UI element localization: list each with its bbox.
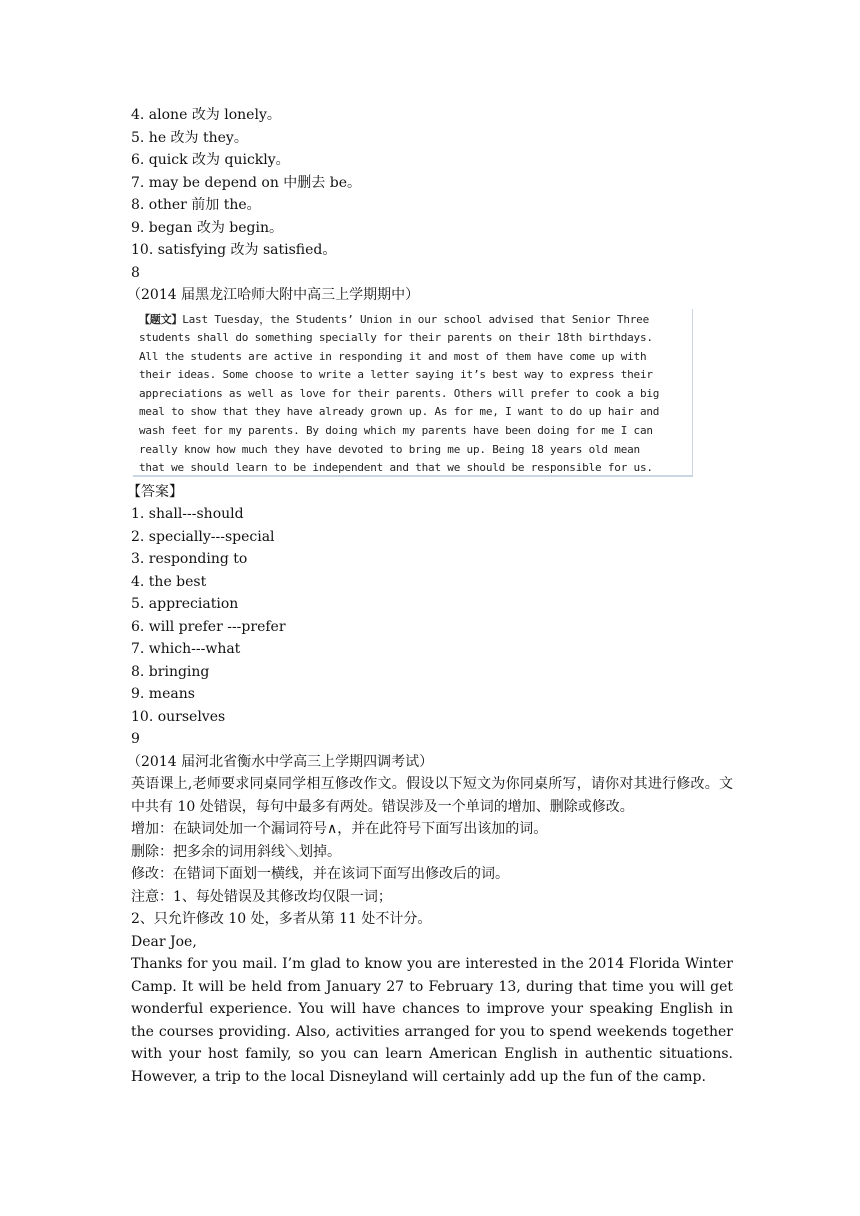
document-content <box>127 104 733 1088</box>
question-number: 9 <box>131 731 140 747</box>
figure-line: All the students are active in responding it and most of them have come up with <box>139 349 647 363</box>
figure-line: really know how much they have devoted to bring me up. Being 18 years old mean <box>139 442 640 456</box>
previous-answers <box>131 104 733 262</box>
rule-line: 删除：把多余的词用斜线＼划掉。 <box>131 843 341 860</box>
figure-line: that we should learn to be independent and that we should be responsible for us. <box>139 461 653 475</box>
figure-line: their ideas. Some choose to write a letter saying it’s best way to express their <box>139 368 653 382</box>
letter-body: Thanks for you mail. I’m glad to know you are interested in the 2014 Florida Winter Camp. It will be held from January 27 to February 13, during that time you will get wonderful experience. You will have chances to improve your speaking English in the courses providing. Also, activities arranged for you to spend weekends together with your host family, so you can learn American English in authentic situations. However, a trip to the local Disneyland will certainly add up the fun of the camp. <box>131 956 733 1085</box>
answer-item: 5. appreciation <box>131 596 239 612</box>
figure-line: wash feet for my parents. By doing which my parents have been doing for me I can <box>139 424 653 438</box>
answer-line: 5. he 改为 they。 <box>131 129 248 146</box>
answer-item: 10. ourselves <box>131 708 226 725</box>
answer-line: 7. may be depend on 中删去 be。 <box>131 174 362 191</box>
figure-first-line: Last Tuesday，the Students’ Union in our school advised that Senior Three <box>182 312 650 326</box>
answer-item: 2. specially---special <box>131 528 275 545</box>
rule-line: 注意：1、每处错误及其修改均仅限一词； <box>131 888 392 905</box>
answer-item: 1. shall---should <box>131 506 244 522</box>
answer-line: 10. satisfying 改为 satisfied。 <box>131 242 337 258</box>
answer-line: 4. alone 改为 lonely。 <box>131 107 281 123</box>
answer-item: 3. responding to <box>131 551 248 567</box>
answer-item: 8. bringing <box>131 663 210 680</box>
figure-line <box>139 311 692 330</box>
answer-item: 4. the best <box>131 573 207 590</box>
answer-item: 6. will prefer ---prefer <box>131 618 286 635</box>
rule-line: 修改：在错词下面划一横线，并在该词下面写出修改后的词。 <box>131 866 509 882</box>
rule-line: 增加：在缺词处加一个漏词符号∧，并在此符号下面写出该加的词。 <box>131 821 548 837</box>
answer-item: 7. which---what <box>131 641 241 657</box>
instruction-paragraph: 英语课上,老师要求同桌同学相互修改作文。假设以下短文为你同桌所写，请你对其进行修改。文中共有 10 处错误，每句中最多有两处。错误涉及一个单词的增加、删除或修改。 <box>131 776 733 815</box>
question-text-image <box>133 309 693 477</box>
answer-list <box>131 503 733 728</box>
letter-greeting: Dear Joe, <box>131 933 197 950</box>
figure-line: appreciations as well as love for their parents. Others will prefer to cook a big <box>139 386 660 400</box>
answer-line: 8. other 前加 the。 <box>131 197 261 213</box>
answer-item: 9. means <box>131 686 195 702</box>
figure-line: students shall do something specially for their parents on their 18th birthdays. <box>139 331 653 345</box>
answer-line: 6. quick 改为 quickly。 <box>131 152 290 168</box>
question-source: （2014 届黑龙江哈师大附中高三上学期期中） <box>127 287 420 303</box>
rule-line: 2、只允许修改 10 处，多者从第 11 处不计分。 <box>131 911 432 927</box>
answer-heading: 【答案】 <box>127 483 183 500</box>
answer-line: 9. began 改为 begin。 <box>131 219 283 236</box>
question-source: （2014 届河北省衡水中学高三上学期四调考试） <box>127 753 434 770</box>
question-tag: 【题文】 <box>139 312 183 326</box>
figure-line: meal to show that they have already grown up. As for me, I want to do up hair and <box>139 405 660 419</box>
question-number: 8 <box>131 264 140 281</box>
